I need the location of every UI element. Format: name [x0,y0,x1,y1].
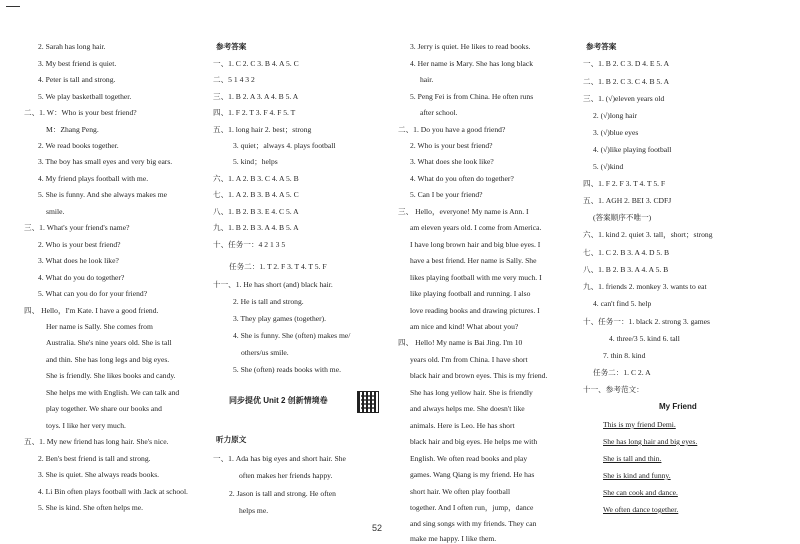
text-line: after school. [420,108,458,117]
text-line: English. We often read books and play [410,454,528,463]
text-line: 五、1. My new friend has long hair. She's nice. [24,437,169,446]
text-line: 一、1. B 2. C 3. D 4. E 5. A [583,59,670,68]
text-line: Her name is Sally. She comes from [46,322,153,331]
text-line: 2. (√)long hair [593,111,638,120]
essay-line: This is my friend Demi. [603,420,676,429]
text-line: 5. (√)kind [593,162,624,171]
text-line: 十、任务一：4 2 1 3 5 [213,240,286,249]
text-line: 4. (√)like playing football [593,145,672,154]
text-line: 4. can't find 5. help [593,299,652,308]
text-line: 4. Peter is tall and strong. [38,75,116,84]
text-line: 7. thin 8. kind [603,351,646,360]
text-line: 二、5 1 4 3 2 [213,75,255,84]
text-line: black hair and brown eyes. This is my friend. [410,371,548,380]
answers-heading: 参考答案 [216,42,247,51]
essay-line: She can cook and dance. [603,488,678,497]
text-line: love reading books and drawing pictures. I [410,306,540,315]
text-line: 5. Peng Fei is from China. He often runs [410,92,534,101]
text-line: and thin. She has long legs and big eyes. [46,355,170,364]
text-line: 九、1. friends 2. monkey 3. wants to eat [583,282,707,291]
text-line: 三、1. B 2. A 3. A 4. B 5. A [213,92,299,101]
text-line: 3. (√)blue eyes [593,128,639,137]
text-line: 4. three/3 5. kind 6. tall [609,334,680,343]
text-line: 十一、1. He has short (and) black hair. [213,280,333,289]
text-line: 一、1. Ada has big eyes and short hair. She [213,454,346,463]
text-line: 二、1. Do you have a good friend? [398,125,506,134]
text-line: am nice and kind! What about you? [410,322,519,331]
text-line: short hair. We often play football [410,487,511,496]
page-number [372,523,382,533]
text-line: play together. We share our books and [46,404,162,413]
text-line: 4. My friend plays football with me. [38,174,149,183]
text-line: years old. I'm from China. I have short [410,355,528,364]
text-line: 二、1. W：Who is your best friend? [24,108,137,117]
text-line: 3. quiet；always 4. plays football [233,141,336,150]
text-line: 2. Sarah has long hair. [38,42,106,51]
text-line: 2. Jason is tall and strong. He often [229,489,336,498]
listening-heading: 听力原文 [216,435,247,444]
text-line: 三、1. (√)eleven years old [583,94,665,103]
text-line: have a best friend. Her name is Sally. She [410,256,537,265]
text-line: 一、1. C 2. C 3. B 4. A 5. C [213,59,299,68]
text-line: 3. What does she look like? [410,157,494,166]
text-line: 4. What do you do together? [38,273,125,282]
text-line: and always helps me. She doesn't like [410,404,525,413]
text-line: 2. Who is your best friend? [38,240,121,249]
text-line: 5. kind；helps [233,157,278,166]
corner-mark [6,6,20,7]
text-line: 5. Can I be your friend? [410,190,483,199]
text-line: often makes her friends happy. [239,471,333,480]
text-line: make me happy. I like them. [410,534,497,543]
text-line: 三、 Hello，everyone! My name is Ann. I [398,207,529,216]
text-line: 2. We read books together. [38,141,119,150]
text-line: 3. What does he look like? [38,256,119,265]
text-line: 5. She (often) reads books with me. [233,365,341,374]
text-line: 3. Jerry is quiet. He likes to read books. [410,42,531,51]
text-line: 二、1. B 2. C 3. C 4. B 5. A [583,77,670,86]
text-line: 4. Li Bin often plays football with Jack at school. [38,487,188,496]
unit-title: 同步提优 Unit 2 创新情境卷 [229,396,328,405]
text-line: 5. She is funny. And she always makes me [38,190,168,199]
text-line: games. Wang Qiang is my friend. He has [410,470,535,479]
text-line: 六、1. kind 2. quiet 3. tall，short；strong [583,230,713,239]
text-line: 4. What do you often do together? [410,174,514,183]
text-line: 4. Her name is Mary. She has long black [410,59,534,68]
text-line: 4. She is funny. She (often) makes me/ [233,331,351,340]
essay-line: She is tall and thin. [603,454,662,463]
essay-line: She is kind and funny. [603,471,671,480]
text-line: 任务二：1. C 2. A [593,368,651,377]
text-line: She is friendly. She likes books and candy. [46,371,176,380]
text-line: 四、 Hello! My name is Bai Jing. I'm 10 [398,338,523,347]
text-line: 九、1. B 2. B 3. A 4. B 5. A [213,223,299,232]
text-line: 八、1. B 2. B 3. A 4. A 5. B [583,265,669,274]
text-line: Australia. She's nine years old. She is tall [46,338,172,347]
text-line: 任务二：1. T 2. F 3. T 4. T 5. F [229,262,327,271]
text-line: (答案顺序不唯一) [593,213,652,222]
text-line: animals. Here is Leo. He has short [410,421,515,430]
text-line: 四、1. F 2. F 3. T 4. T 5. F [583,179,666,188]
text-line: 3. They play games (together). [233,314,327,323]
text-line: 2. He is tall and strong. [233,297,304,306]
text-line: 2. Who is your best friend? [410,141,493,150]
text-line: helps me. [239,506,269,515]
text-line: 六、1. A 2. B 3. C 4. A 5. B [213,174,299,183]
text-line: She helps me with English. We can talk and [46,388,180,397]
text-line: 3. My best friend is quiet. [38,59,117,68]
answers-heading: 参考答案 [586,42,617,51]
text-line: 五、1. AGH 2. BEI 3. CDFJ [583,196,672,205]
text-line: together. And I often run，jump，dance [410,503,534,512]
essay-line: She has long hair and big eyes. [603,437,698,446]
text-line: smile. [46,207,65,216]
text-line: 四、1. F 2. T 3. F 4. F 5. T [213,108,296,117]
text-line: 八、1. B 2. B 3. E 4. C 5. A [213,207,299,216]
text-line: 五、1. long hair 2. best；strong [213,125,312,134]
text-line: toys. I like her very much. [46,421,126,430]
text-line: 2. Ben's best friend is tall and strong. [38,454,151,463]
text-line: 3. She is quiet. She always reads books. [38,470,160,479]
text-line: 三、1. What's your friend's name? [24,223,130,232]
essay-line: We often dance together. [603,505,679,514]
text-line: 5. She is kind. She often helps me. [38,503,144,512]
text-line: and sing songs with my friends. They can [410,519,537,528]
text-line: like playing football and running. I also [410,289,531,298]
text-line: 十、任务一：1. black 2. strong 3. games [583,317,710,326]
essay-title: My Friend [659,402,697,411]
text-line: 5. What can you do for your friend? [38,289,148,298]
text-line: others/us smile. [241,348,289,357]
text-line: 七、1. C 2. B 3. A 4. D 5. B [583,248,670,257]
text-line: likes playing football with me very much. I [410,273,542,282]
text-line: She has long yellow hair. She is friendly [410,388,533,397]
qr-code-icon [357,391,379,413]
text-line: I have long brown hair and big blue eyes. I [410,240,541,249]
text-line: 5. We play basketball together. [38,92,132,101]
text-line: am eleven years old. I come from America. [410,223,542,232]
text-line: 七、1. A 2. B 3. B 4. A 5. C [213,190,299,199]
text-line: hair. [420,75,434,84]
text-line: 十一、参考范文： [583,385,644,394]
text-line: 四、 Hello，I'm Kate. I have a good friend. [24,306,159,315]
page-number-text: 52 [372,523,383,533]
text-line: 3. The boy has small eyes and very big ears. [38,157,173,166]
text-line: M：Zhang Peng. [46,125,99,134]
text-line: black hair and big eyes. He helps me with [410,437,538,446]
